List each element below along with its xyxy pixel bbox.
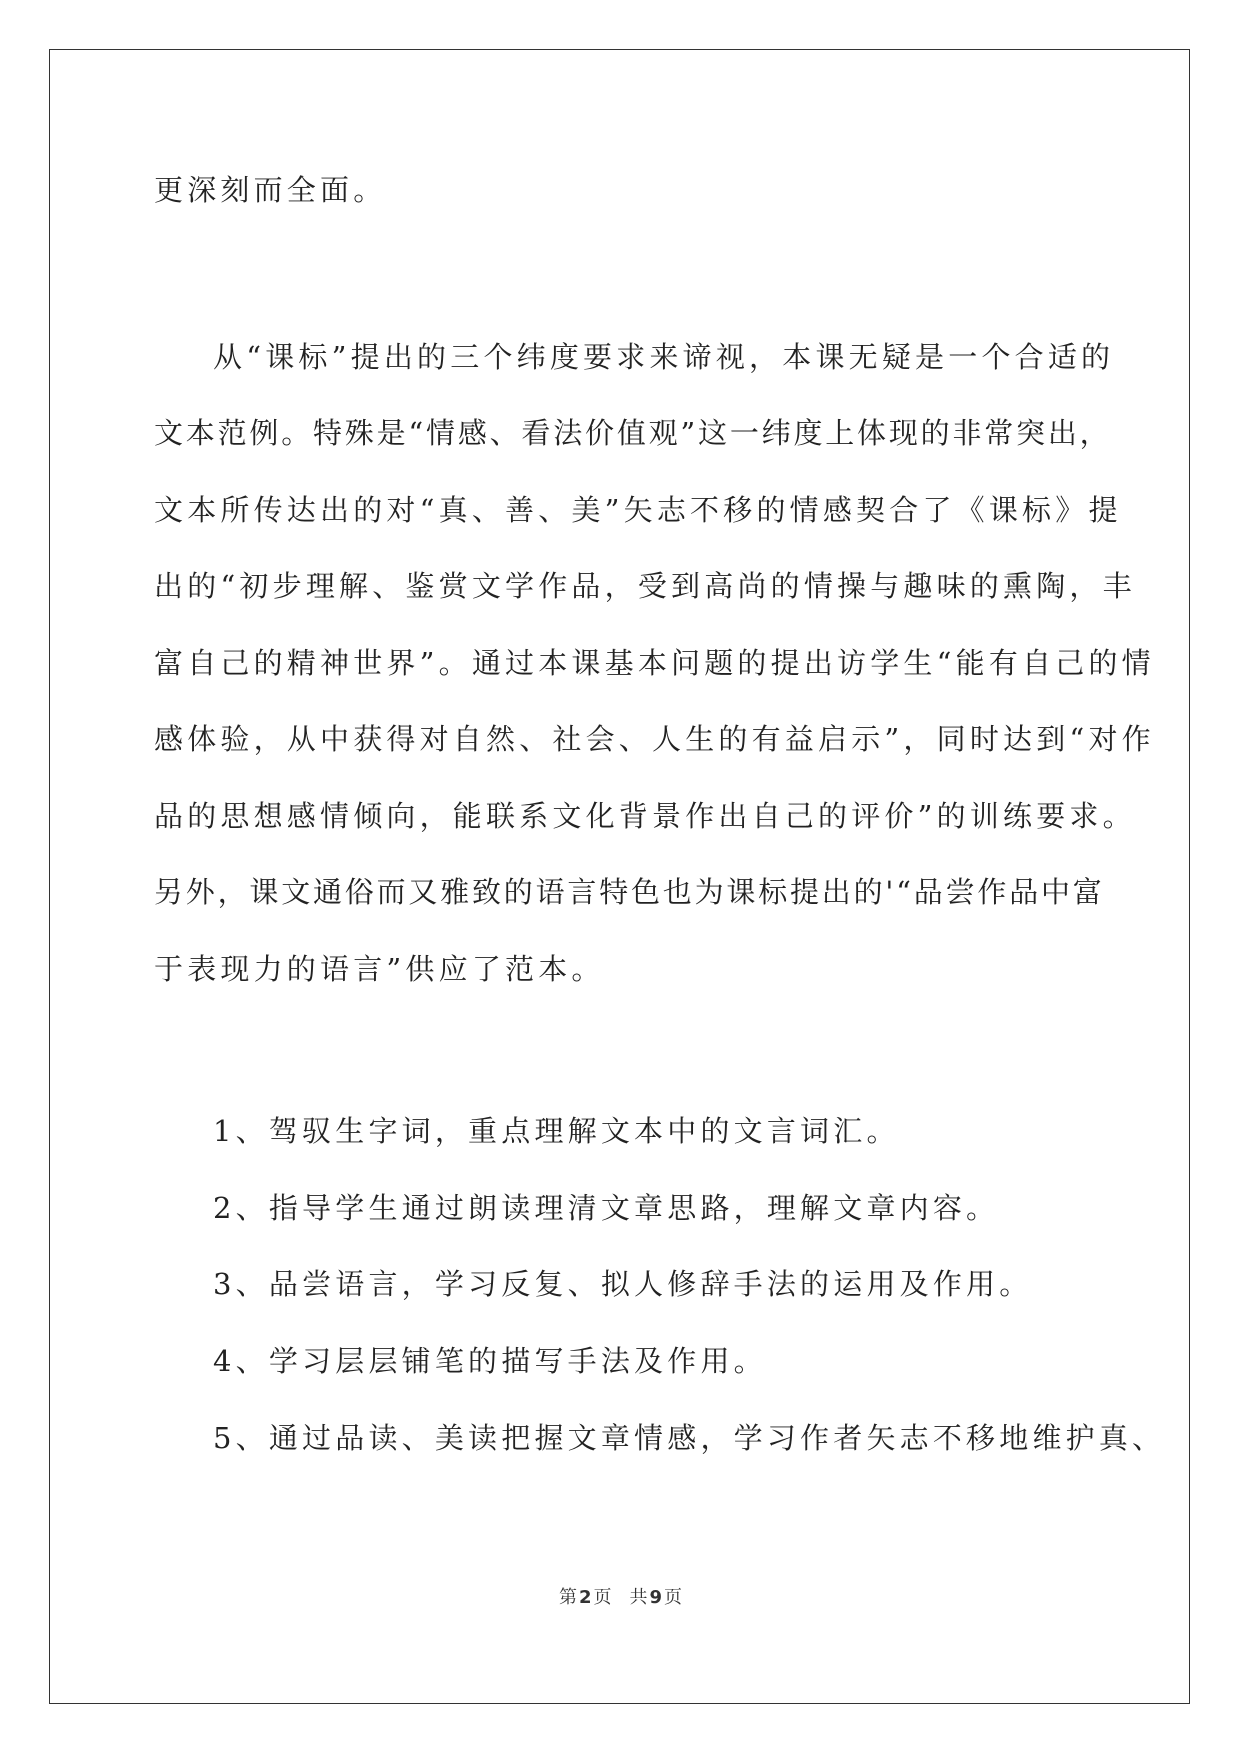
list-item: 4、学习层层铺笔的描写手法及作用。 (213, 1344, 767, 1378)
list-item: 3、品尝语言，学习反复、拟人修辞手法的运用及作用。 (213, 1267, 1033, 1301)
text-line: 更深刻而全面。 (154, 173, 387, 207)
text-line: 文本所传达出的对“真、善、美”矢志不移的情感契合了《课标》提 (154, 493, 1122, 527)
list-item: 2、指导学生通过朗读理清文章思路，理解文章内容。 (213, 1191, 1000, 1225)
text-line: 于表现力的语言”供应了范本。 (154, 952, 605, 986)
page-current: 2 (578, 1587, 592, 1608)
text-line: 出的“初步理解、鉴赏文学作品，受到高尚的情操与趣味的熏陶，丰 (154, 569, 1136, 603)
page-prefix: 第 (558, 1587, 577, 1608)
page-suffix: 页 (593, 1587, 612, 1608)
page-total: 9 (649, 1587, 663, 1608)
total-suffix: 页 (664, 1587, 683, 1608)
list-item: 1、驾驭生字词，重点理解文本中的文言词汇。 (213, 1114, 900, 1148)
page-footer (0, 1583, 1241, 1609)
text-line: 从“课标”提出的三个纬度要求来谛视，本课无疑是一个合适的 (213, 340, 1115, 374)
text-line: 感体验，从中获得对自然、社会、人生的有益启示”，同时达到“对作 (154, 722, 1155, 756)
total-prefix: 共 (629, 1587, 648, 1608)
list-item: 5、通过品读、美读把握文章情感，学习作者矢志不移地维护真、 (213, 1421, 1166, 1455)
text-line: 富自己的精神世界”。通过本课基本问题的提出访学生“能有自己的情 (154, 646, 1155, 680)
text-line: 文本范例。特殊是“情感、看法价值观”这一纬度上体现的非常突出， (154, 416, 1112, 450)
text-line: 另外，课文通俗而又雅致的语言特色也为课标提出的'“品尝作品中富 (154, 875, 1105, 909)
text-line: 品的思想感情倾向，能联系文化背景作出自己的评价”的训练要求。 (154, 799, 1136, 833)
